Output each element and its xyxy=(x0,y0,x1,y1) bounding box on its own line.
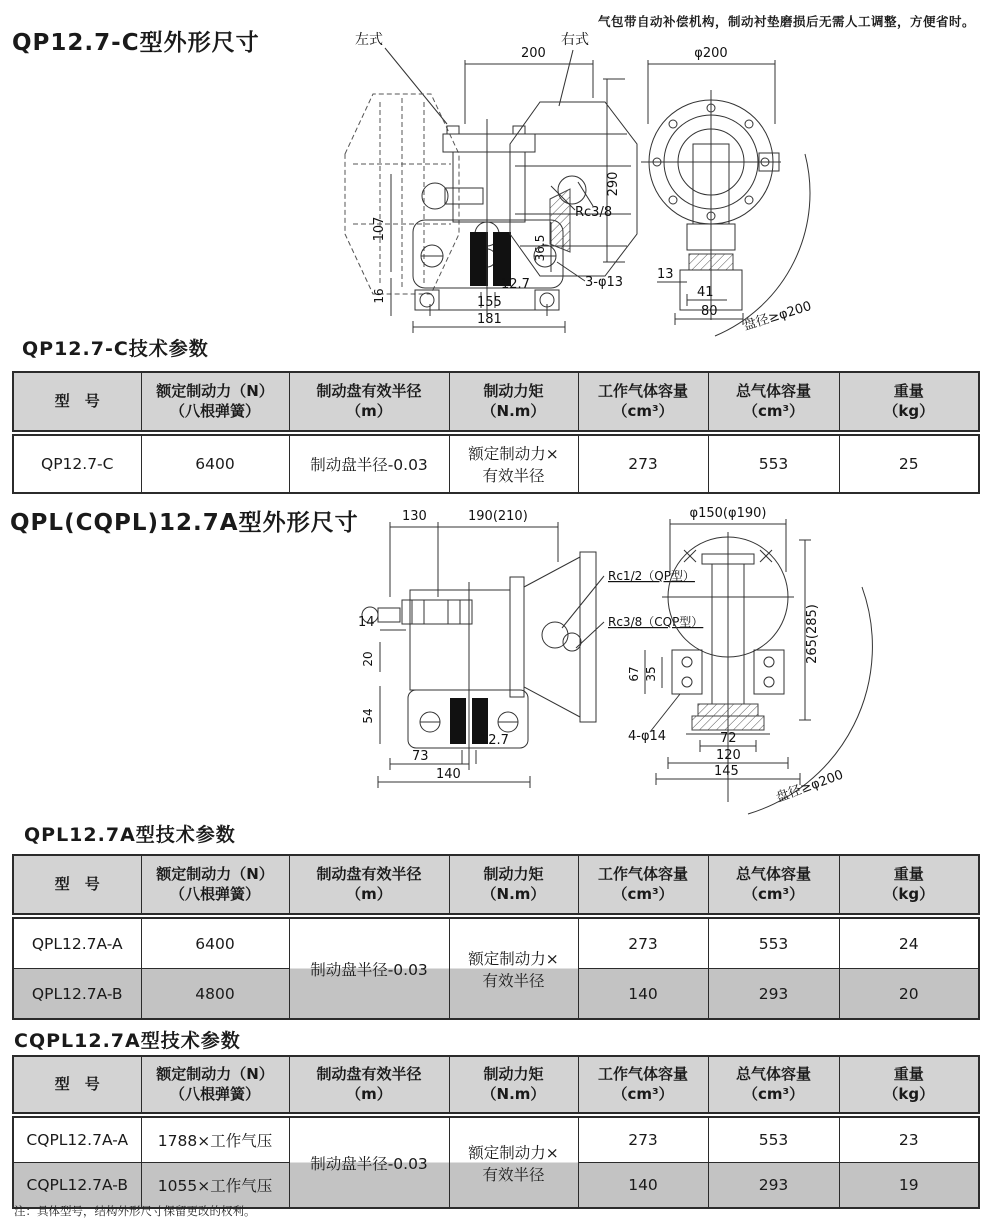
col-header-tv-l2: （cm³） xyxy=(742,884,805,903)
cell-weight: 24 xyxy=(839,918,979,969)
col-header-force-l1: 额定制动力（N） xyxy=(156,382,274,400)
cqpl127a-params-table xyxy=(12,1055,978,1209)
cell-work-volume: 140 xyxy=(578,969,708,1020)
table-row xyxy=(13,435,979,493)
cell-model: CQPL12.7A-A xyxy=(13,1117,141,1163)
dim-phi150: φ150(φ190) xyxy=(689,506,767,521)
cell-model: QPL12.7A-B xyxy=(13,969,141,1020)
col-header-wt-l2: （kg） xyxy=(883,401,935,420)
cell-radius-merged: 制动盘半径-0.03 xyxy=(289,1117,449,1208)
dim-80: 80 xyxy=(701,304,718,319)
col-header-wt-l1: 重量 xyxy=(893,382,924,400)
col-header-torque xyxy=(449,1056,578,1113)
col-header-wv-l2: （cm³） xyxy=(612,1084,674,1103)
col-header-weight xyxy=(839,855,979,914)
col-header-radius xyxy=(289,1056,449,1113)
dim-20: 20 xyxy=(361,651,375,667)
cell-torque-l1: 额定制动力× xyxy=(468,1143,559,1162)
holes-3xd13: 3-φ13 xyxy=(585,275,624,290)
col-header-wv-l1: 工作气体容量 xyxy=(597,865,688,883)
col-header-wt-l2: （kg） xyxy=(883,1084,935,1103)
col-header-work-volume xyxy=(578,372,708,431)
dim-181: 181 xyxy=(477,312,502,327)
cell-force: 1788×工作气压 xyxy=(141,1117,289,1163)
col-header-radius-l2: （m） xyxy=(346,1084,392,1103)
qpl127a-params-table-header xyxy=(12,854,980,915)
col-header-torque-l1: 制动力矩 xyxy=(483,1065,544,1083)
dim-36-5: 36.5 xyxy=(533,234,547,262)
footer-note: 注：具体型号，结构外形尺寸保留更改的权利。 xyxy=(14,1204,256,1218)
cell-work-volume: 140 xyxy=(578,1163,708,1209)
qp127c-params-table xyxy=(12,371,978,494)
col-header-force-l1: 额定制动力（N） xyxy=(156,1065,274,1083)
col-header-model-text: 型 号 xyxy=(54,1074,100,1093)
col-header-force xyxy=(141,372,289,431)
dim-265-285: 265(285) xyxy=(805,604,820,664)
qp127c-outline-drawing xyxy=(335,24,985,339)
dim-72: 72 xyxy=(720,731,737,746)
col-header-model xyxy=(13,1056,141,1113)
col-header-radius xyxy=(289,855,449,914)
col-header-force xyxy=(141,855,289,914)
dim-290: 290 xyxy=(606,171,621,197)
col-header-tv-l1: 总气体容量 xyxy=(735,382,811,400)
col-header-model-text: 型 号 xyxy=(54,391,100,410)
dim-67: 67 xyxy=(627,666,641,682)
col-header-total-volume xyxy=(708,1056,839,1113)
dim-14: 14 xyxy=(358,615,375,630)
qpl127a-params-table xyxy=(12,854,978,1020)
dim-130: 130 xyxy=(402,509,427,524)
cqpl127a-params-table-header xyxy=(12,1055,980,1114)
cell-radius-merged: 制动盘半径-0.03 xyxy=(289,918,449,1019)
dim-12-7: 12.7 xyxy=(501,277,530,292)
col-header-weight xyxy=(839,372,979,431)
cell-torque-l1: 额定制动力× xyxy=(468,445,559,463)
dim-54: 54 xyxy=(361,708,375,724)
col-header-radius-l1: 制动盘有效半径 xyxy=(316,1065,422,1083)
dim-73: 73 xyxy=(412,749,429,764)
col-header-model xyxy=(13,855,141,914)
dim-145: 145 xyxy=(714,764,739,779)
cell-total-volume: 293 xyxy=(708,969,839,1020)
col-header-wv-l1: 工作气体容量 xyxy=(597,1065,688,1083)
right-type-label: 右式 xyxy=(561,32,589,48)
col-header-model xyxy=(13,372,141,431)
cell-torque-l2: 有效半径 xyxy=(482,467,545,485)
col-header-tv-l2: （cm³） xyxy=(742,1084,805,1103)
cell-total-volume: 293 xyxy=(708,1163,839,1209)
dim-140: 140 xyxy=(436,767,461,782)
dim-41: 41 xyxy=(697,285,714,300)
thread-qp-label: Rc1/2（QP型） xyxy=(608,569,695,583)
cell-work-volume: 273 xyxy=(578,918,708,969)
thread-cqp-label: Rc3/8（CQP型） xyxy=(608,615,704,629)
col-header-wt-l1: 重量 xyxy=(893,865,924,883)
col-header-work-volume xyxy=(578,855,708,914)
section1-title: QP12.7-C型外形尺寸 xyxy=(12,30,260,56)
cell-torque-l1: 额定制动力× xyxy=(468,949,559,968)
col-header-force xyxy=(141,1056,289,1113)
table-row-cqpl-a xyxy=(13,1117,979,1163)
left-type-label: 左式 xyxy=(355,32,383,48)
dim-35: 35 xyxy=(644,666,658,682)
cell-torque-l2: 有效半径 xyxy=(482,1165,545,1184)
col-header-wv-l1: 工作气体容量 xyxy=(597,382,688,400)
top-note: 气包带自动补偿机构，制动衬垫磨损后无需人工调整，方便省时。 xyxy=(598,14,976,29)
col-header-torque xyxy=(449,855,578,914)
dim-190-210: 190(210) xyxy=(468,509,528,524)
cqpl127a-params-table-body xyxy=(12,1116,980,1209)
cell-total-volume: 553 xyxy=(708,918,839,969)
section2-title: QPL(CQPL)12.7A型外形尺寸 xyxy=(10,510,359,536)
col-header-wv-l2: （cm³） xyxy=(612,401,674,420)
col-header-wt-l1: 重量 xyxy=(893,1065,924,1083)
cell-weight: 19 xyxy=(839,1163,979,1209)
cell-torque-merged xyxy=(449,918,578,1019)
cell-radius: 制动盘半径-0.03 xyxy=(289,435,449,493)
col-header-wt-l2: （kg） xyxy=(883,884,935,903)
col-header-torque-l1: 制动力矩 xyxy=(483,865,544,883)
cell-weight: 20 xyxy=(839,969,979,1020)
cell-total-volume: 553 xyxy=(708,435,839,493)
thread-label: Rc3/8 xyxy=(575,205,613,220)
col-header-torque xyxy=(449,372,578,431)
col-header-radius-l1: 制动盘有效半径 xyxy=(316,382,422,400)
col-header-tv-l2: （cm³） xyxy=(742,401,805,420)
dim-16: 16 xyxy=(372,288,386,304)
cell-force: 6400 xyxy=(141,435,289,493)
col-header-torque-l2: （N.m） xyxy=(481,401,546,420)
col-header-wv-l2: （cm³） xyxy=(612,884,674,903)
qp127c-params-table-header xyxy=(12,371,980,432)
col-header-force-l1: 额定制动力（N） xyxy=(156,865,274,883)
dim-120: 120 xyxy=(716,748,741,763)
section1-params-title: QP12.7-C技术参数 xyxy=(22,338,209,360)
holes-4xd14: 4-φ14 xyxy=(628,729,667,744)
col-header-force-l2: （八根弹簧） xyxy=(169,884,260,903)
dim-phi200: φ200 xyxy=(694,46,728,61)
cell-work-volume: 273 xyxy=(578,435,708,493)
col-header-radius-l2: （m） xyxy=(346,401,392,420)
col-header-torque-l2: （N.m） xyxy=(481,1084,546,1103)
col-header-radius xyxy=(289,372,449,431)
section3-params-title: CQPL12.7A型技术参数 xyxy=(14,1030,241,1052)
table-row-qpl-a xyxy=(13,918,979,969)
qpl127a-params-table-body xyxy=(12,917,980,1020)
dim-200: 200 xyxy=(521,46,546,61)
col-header-model-text: 型 号 xyxy=(54,874,100,893)
cell-weight: 25 xyxy=(839,435,979,493)
dim-155: 155 xyxy=(477,295,502,310)
col-header-work-volume xyxy=(578,1056,708,1113)
qp127c-params-table-body xyxy=(12,434,980,494)
col-header-tv-l1: 总气体容量 xyxy=(735,865,811,883)
col-header-total-volume xyxy=(708,855,839,914)
dim-13: 13 xyxy=(657,267,674,282)
col-header-torque-l2: （N.m） xyxy=(481,884,546,903)
disc-note-2: 盘径≥φ200 xyxy=(774,767,846,806)
col-header-total-volume xyxy=(708,372,839,431)
cell-work-volume: 273 xyxy=(578,1117,708,1163)
cell-force: 4800 xyxy=(141,969,289,1020)
cell-total-volume: 553 xyxy=(708,1117,839,1163)
section2-params-title: QPL12.7A型技术参数 xyxy=(24,824,236,846)
disc-note: 盘径≥φ200 xyxy=(741,298,814,334)
col-header-weight xyxy=(839,1056,979,1113)
cell-force: 1055×工作气压 xyxy=(141,1163,289,1209)
cell-torque-l2: 有效半径 xyxy=(482,971,545,990)
col-header-force-l2: （八根弹簧） xyxy=(169,1084,260,1103)
cell-weight: 23 xyxy=(839,1117,979,1163)
cell-torque-merged xyxy=(449,1117,578,1208)
dim-12-7-b: 12.7 xyxy=(480,733,509,748)
cell-model: QP12.7-C xyxy=(13,435,141,493)
col-header-radius-l2: （m） xyxy=(346,884,392,903)
col-header-radius-l1: 制动盘有效半径 xyxy=(316,865,422,883)
dim-107: 107 xyxy=(372,216,387,242)
qpl127a-outline-drawing xyxy=(350,502,985,817)
cell-model: CQPL12.7A-B xyxy=(13,1163,141,1209)
cell-force: 6400 xyxy=(141,918,289,969)
cell-model: QPL12.7A-A xyxy=(13,918,141,969)
col-header-tv-l1: 总气体容量 xyxy=(735,1065,811,1083)
col-header-torque-l1: 制动力矩 xyxy=(483,382,544,400)
col-header-force-l2: （八根弹簧） xyxy=(169,401,260,420)
cell-torque xyxy=(449,435,578,493)
